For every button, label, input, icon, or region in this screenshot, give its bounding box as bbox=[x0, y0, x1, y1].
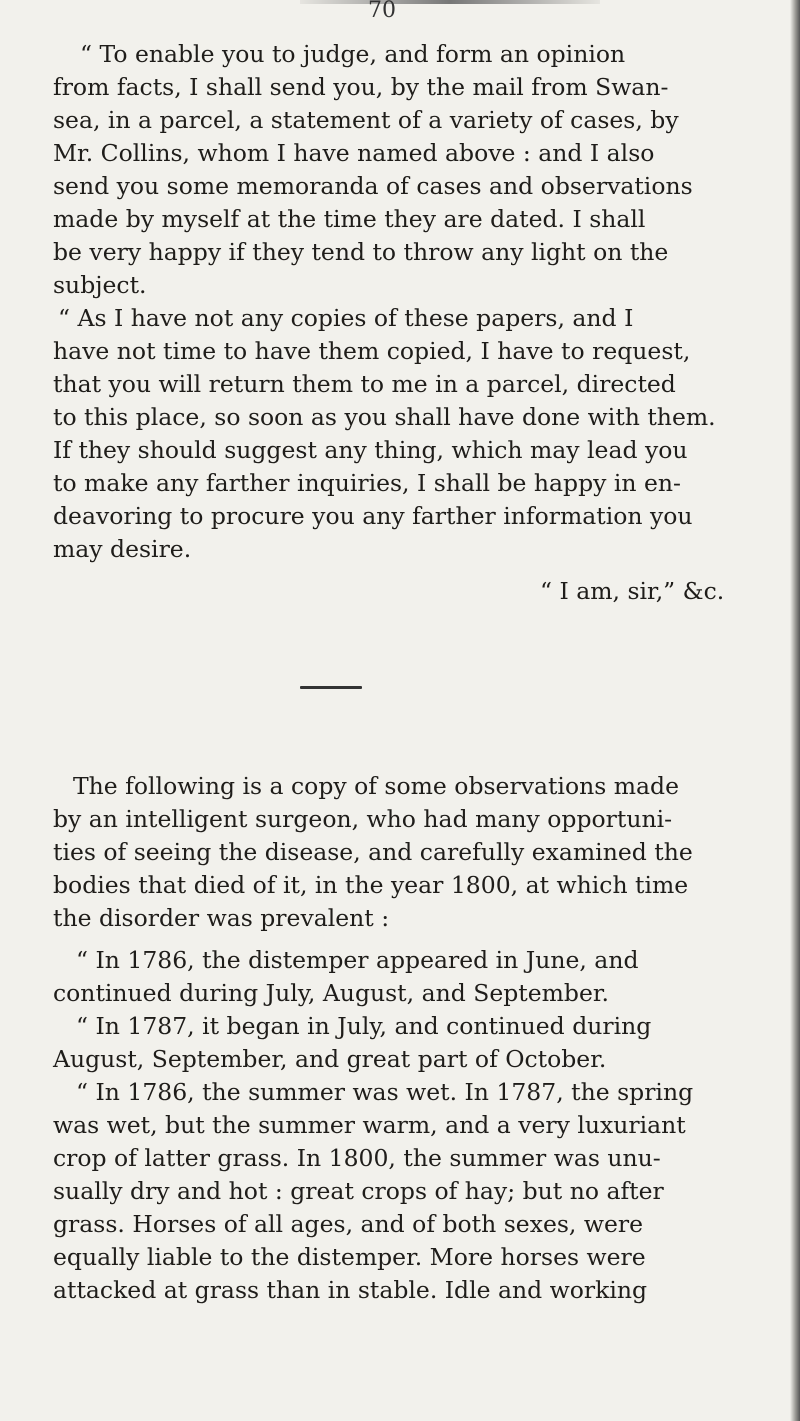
text-line: Mr. Collins, whom I have named above : and I also bbox=[53, 139, 655, 167]
text-line: from facts, I shall send you, by the mail from Swan- bbox=[53, 73, 669, 101]
text-line: “ In 1787, it began in July, and continued during bbox=[76, 1012, 652, 1040]
text-line: by an intelligent surgeon, who had many opportuni- bbox=[53, 805, 673, 833]
text-line: ties of seeing the disease, and carefully examined the bbox=[53, 838, 693, 866]
text-line: be very happy if they tend to throw any light on the bbox=[53, 238, 669, 266]
text-line: that you will return them to me in a parcel, directed bbox=[53, 370, 676, 398]
text-line: “ In 1786, the distemper appeared in June, and bbox=[76, 946, 639, 974]
text-line: continued during July, August, and September. bbox=[53, 979, 609, 1007]
text-line: If they should suggest any thing, which may lead you bbox=[53, 436, 688, 464]
text-line: sea, in a parcel, a statement of a variety of cases, by bbox=[53, 106, 679, 134]
text-line: attacked at grass than in stable. Idle and working bbox=[53, 1276, 648, 1304]
text-line: bodies that died of it, in the year 1800, at which time bbox=[53, 871, 689, 899]
text-line: The following is a copy of some observations made bbox=[73, 772, 679, 800]
text-line: subject. bbox=[53, 271, 147, 299]
text-line: sually dry and hot : great crops of hay; but no after bbox=[53, 1177, 664, 1205]
text-line: to this place, so soon as you shall have done with them. bbox=[53, 403, 716, 431]
text-line: to make any farther inquiries, I shall be happy in en- bbox=[53, 469, 681, 497]
section-divider bbox=[300, 686, 362, 689]
text-line: may desire. bbox=[53, 535, 192, 563]
text-line: equally liable to the distemper. More horses were bbox=[53, 1243, 646, 1271]
text-line: August, September, and great part of October. bbox=[53, 1045, 607, 1073]
text-line: the disorder was prevalent : bbox=[53, 904, 390, 932]
text-line: deavoring to procure you any farther information you bbox=[53, 502, 693, 530]
text-line: “ To enable you to judge, and form an opinion bbox=[80, 40, 626, 68]
text-line: have not time to have them copied, I have to request, bbox=[53, 337, 691, 365]
text-line: made by myself at the time they are dated. I shall bbox=[53, 205, 646, 233]
text-line: was wet, but the summer warm, and a very luxuriant bbox=[53, 1111, 686, 1139]
text-line: send you some memoranda of cases and observations bbox=[53, 172, 693, 200]
text-line: “ In 1786, the summer was wet. In 1787, the spring bbox=[76, 1078, 694, 1106]
letter-closing: “ I am, sir,” &c. bbox=[540, 577, 725, 605]
page-edge-shadow bbox=[790, 0, 800, 1421]
top-rule bbox=[300, 0, 600, 4]
page-number: 70 bbox=[368, 0, 396, 23]
text-line: “ As I have not any copies of these papers, and I bbox=[58, 304, 634, 332]
text-line: crop of latter grass. In 1800, the summer was unu- bbox=[53, 1144, 661, 1172]
text-line: grass. Horses of all ages, and of both sexes, were bbox=[53, 1210, 644, 1238]
